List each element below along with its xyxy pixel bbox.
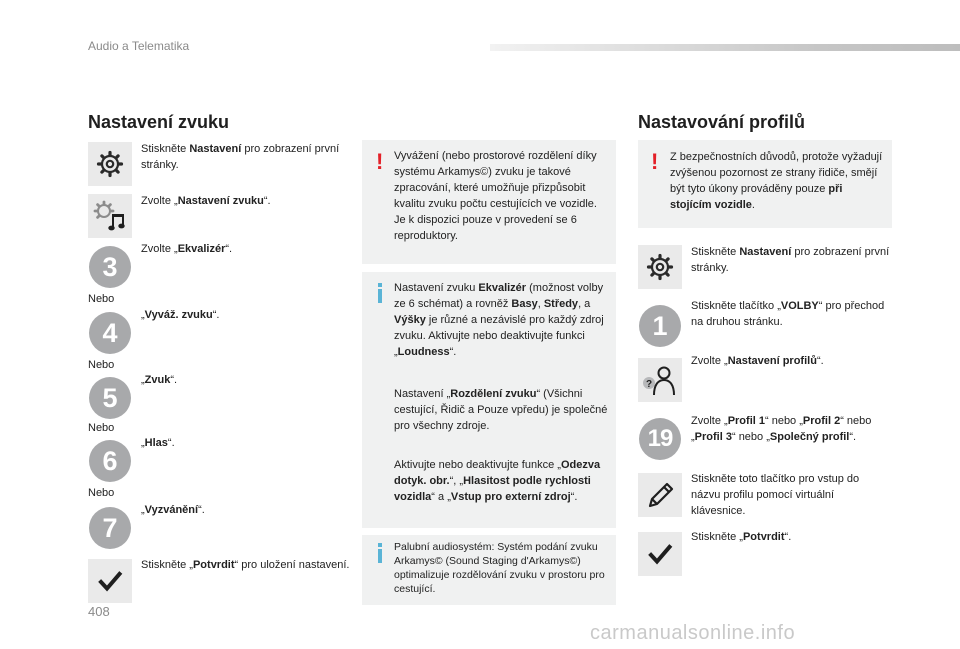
step-number-1: 1 xyxy=(639,305,681,347)
step-ringtone: „Vyzvánění“. xyxy=(141,504,205,516)
step-confirm-profile: Stiskněte „Potvrdit“. xyxy=(691,531,792,543)
step-press-options: Stiskněte tlačítko „VOLBY“ pro přechod na druhou stránku. xyxy=(691,300,885,328)
section-title-profiles: Nastavování profilů xyxy=(638,112,806,132)
profile-icon-box xyxy=(638,358,682,402)
check-icon xyxy=(638,532,682,576)
note-safety-warning xyxy=(638,140,892,228)
info-icon xyxy=(378,549,382,563)
step-select-profile-settings: Zvolte „Nastavení profilů“. xyxy=(691,355,824,367)
warning-icon: ! xyxy=(651,149,659,174)
section-title-sound: Nastavení zvuku xyxy=(88,112,230,132)
gear-music-icon xyxy=(88,194,132,238)
settings-icon-box xyxy=(638,245,682,289)
warning-icon: ! xyxy=(376,149,384,174)
running-header: Audio a Telematika xyxy=(88,39,190,53)
step-number-4: 4 xyxy=(89,312,131,354)
sound-settings-icon-box xyxy=(88,194,132,238)
step-enter-profile-name: Stiskněte toto tlačítko pro vstup do názvu profilu pomocí virtuální klávesnice. xyxy=(691,473,860,517)
or-label: Nebo xyxy=(88,487,115,499)
step-press-settings-profiles: Stiskněte Nastavení pro zobrazení první stránky. xyxy=(691,246,890,274)
note-distribution-text: Nastavení „Rozdělení zvuku“ (Všichni cestující, Řidič a Pouze vpředu) je společné pro všechny zdroje. xyxy=(394,388,608,432)
step-select-sound-settings: Zvolte „Nastavení zvuku“. xyxy=(141,195,271,207)
note-balance-text: Vyvážení (nebo prostorové rozdělení díky systému Arkamys©) zvuku je takové zpracování, které umožňuje přizpůsobit kvalitu zvuku počtu cestujících ve vozidle. Je k dispozici pouze v provedení se 6 reproduktory. xyxy=(394,150,597,242)
confirm-icon-box xyxy=(638,532,682,576)
step-number-5: 5 xyxy=(89,377,131,419)
or-label: Nebo xyxy=(88,359,115,371)
step-sound: „Zvuk“. xyxy=(141,374,178,386)
step-select-profile: Zvolte „Profil 1“ nebo „Profil 2“ nebo „Profil 3“ nebo „Společný profil“. xyxy=(691,415,872,443)
note-safety-text: Z bezpečnostních důvodů, protože vyžadují zvýšenou pozornost ze strany řidiče, smějí být tyto úkony prováděny pouze při stojícím vozidle. xyxy=(670,151,883,211)
check-icon xyxy=(88,559,132,603)
gear-icon xyxy=(638,245,682,289)
note-activate-text: Aktivujte nebo deaktivujte funkce „Odezva dotyk. obr.“, „Hlasitost podle rychlosti vozidla“ a „Vstup pro externí zdroj“. xyxy=(394,459,601,503)
step-balance: „Vyváž. zvuku“. xyxy=(141,309,220,321)
settings-icon-box xyxy=(88,142,132,186)
or-label: Nebo xyxy=(88,293,115,305)
header-bar xyxy=(490,44,960,51)
page-number: 408 xyxy=(88,604,110,619)
note-balance xyxy=(362,140,616,264)
gear-icon xyxy=(88,142,132,186)
note-audio-text: Palubní audiosystém: Systém podání zvuku Arkamys© (Sound Staging d'Arkamys©) optimalizuje rozdělování zvuku v prostoru pro cestující. xyxy=(394,541,605,595)
pencil-icon xyxy=(638,473,682,517)
note-equalizer xyxy=(362,272,616,528)
step-number-19: 19 xyxy=(639,418,681,460)
confirm-icon-box xyxy=(88,559,132,603)
step-confirm-save: Stiskněte „Potvrdit“ pro uložení nastavení. xyxy=(141,559,350,571)
edit-icon-box xyxy=(638,473,682,517)
info-icon xyxy=(378,289,382,303)
profile-person-icon xyxy=(638,358,682,402)
step-number-7: 7 xyxy=(89,507,131,549)
step-number-3: 3 xyxy=(89,246,131,288)
watermark: carmanualsonline.info xyxy=(590,622,796,644)
step-select-equalizer: Zvolte „Ekvalizér“. xyxy=(141,243,233,255)
step-voice: „Hlas“. xyxy=(141,437,175,449)
step-number-6: 6 xyxy=(89,440,131,482)
svg-text:?: ? xyxy=(645,379,653,390)
or-label: Nebo xyxy=(88,422,115,434)
note-equalizer-text: Nastavení zvuku Ekvalizér (možnost volby ze 6 schémat) a rovněž Basy, Středy, a Výšky je různé a nezávislé pro každý zdroj zvuku. Aktivujte nebo deaktivujte funkci „Loudness“. xyxy=(394,282,604,358)
step-press-settings: Stiskněte Nastavení pro zobrazení první stránky. xyxy=(141,143,340,171)
note-audio-system xyxy=(362,535,616,605)
